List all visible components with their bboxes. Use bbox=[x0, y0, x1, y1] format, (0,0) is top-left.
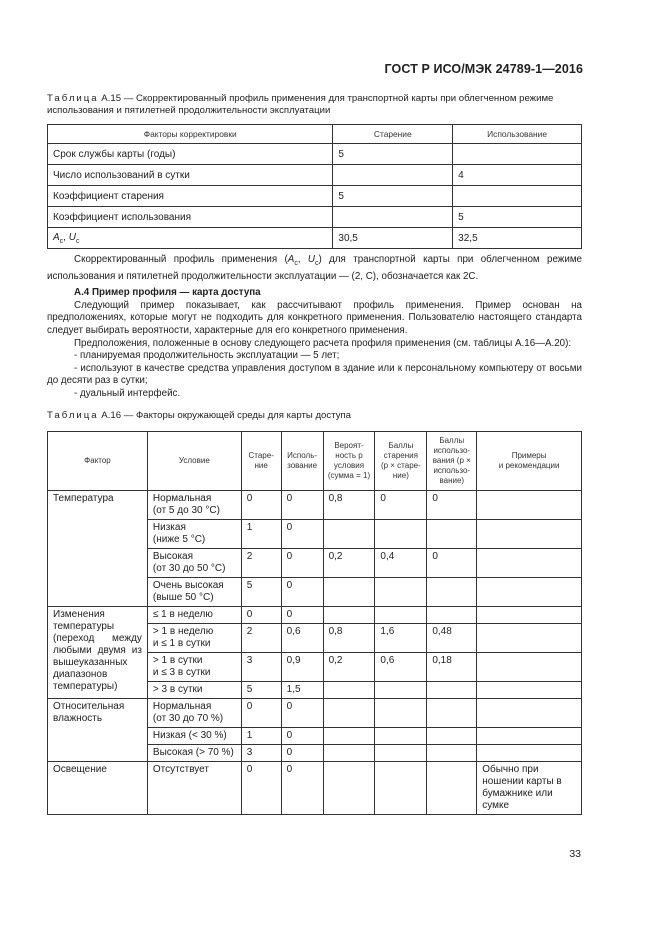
col-header-usage-score: Баллы использо- вания (p × использо- вание) bbox=[427, 432, 477, 491]
value-cell bbox=[427, 745, 477, 762]
factor-cell: Освещение bbox=[48, 762, 148, 815]
value-cell: 0,2 bbox=[323, 653, 375, 682]
value-cell: 0,8 bbox=[323, 624, 375, 653]
section-title: А.4 Пример профиля — карта доступа bbox=[74, 287, 261, 299]
value-cell bbox=[477, 728, 582, 745]
value-cell bbox=[477, 699, 582, 728]
table-row bbox=[48, 607, 582, 624]
condition-cell: Нормальная (от 30 до 70 %) bbox=[147, 699, 241, 728]
table-row: Срок службы карты (годы) 5 bbox=[48, 144, 582, 165]
value-cell bbox=[375, 728, 427, 745]
value-cell bbox=[477, 624, 582, 653]
value-cell bbox=[477, 607, 582, 624]
paragraph-adjusted-profile: Скорректированный профиль применения ($A_c$, $U_c$) для транспортной карты при облегченном режиме использования и пятилетней продолжительности эксплуатации — (2, С), обозначается как 2С. bbox=[47, 254, 582, 282]
value-cell: 0 bbox=[281, 699, 323, 728]
value-cell: 0,2 bbox=[323, 549, 375, 578]
value-cell bbox=[477, 491, 582, 520]
condition-cell: Низкая (ниже 5 °С) bbox=[147, 520, 241, 549]
table-row: Коэффициент использования 5 bbox=[48, 207, 582, 228]
condition-cell: > 3 в сутки bbox=[147, 682, 241, 699]
col-header: Старение bbox=[333, 125, 453, 144]
factor-cell: Относительная влажность bbox=[48, 699, 148, 762]
table-row: $A_c$, $U_c$ 30,5 32,5 bbox=[48, 228, 582, 249]
value-cell bbox=[375, 762, 427, 815]
paragraph-example: Следующий пример показывает, как рассчитывают профиль применения. Пример основан на предположениях, которые могут не подходить для конкретного применения. Пользователю настоящего стандарта следует выбирать вероятности, характерные для его конкретного применения. bbox=[47, 299, 582, 336]
value-cell: 0 bbox=[241, 607, 281, 624]
col-header-usage: Исполь- зование bbox=[281, 432, 323, 491]
page-number: 33 bbox=[569, 848, 581, 860]
value-cell: 1,5 bbox=[281, 682, 323, 699]
table-a15 bbox=[47, 124, 582, 249]
condition-cell: Очень высокая (выше 50 °С) bbox=[147, 578, 241, 607]
condition-cell: Высокая (от 30 до 50 °С) bbox=[147, 549, 241, 578]
bullet-item: - используют в качестве средства управления доступом в здание или к персональному компьютеру от восьми до десяти раз в сутки; bbox=[47, 362, 582, 387]
bullet-item: - дуальный интерфейс. bbox=[74, 387, 181, 399]
col-header: Факторы корректировки bbox=[48, 125, 333, 144]
table-row bbox=[48, 699, 582, 728]
value-cell bbox=[323, 520, 375, 549]
value-cell: 0 bbox=[375, 491, 427, 520]
condition-cell: Отсутствует bbox=[147, 762, 241, 815]
value-cell bbox=[323, 728, 375, 745]
value-cell: 0 bbox=[281, 728, 323, 745]
col-header-factor: Фактор bbox=[48, 432, 148, 491]
value-cell: 0 bbox=[281, 762, 323, 815]
value-cell: 1,6 bbox=[375, 624, 427, 653]
factor-cell: Температура bbox=[48, 491, 148, 607]
value-cell bbox=[427, 699, 477, 728]
value-cell: 0 bbox=[281, 607, 323, 624]
table-row bbox=[48, 491, 582, 520]
value-cell: 0,48 bbox=[427, 624, 477, 653]
col-header-probability: Вероят- ность p условия (сумма = 1) bbox=[323, 432, 375, 491]
value-cell: 5 bbox=[241, 682, 281, 699]
condition-cell: ≤ 1 в неделю bbox=[147, 607, 241, 624]
table-a15-caption: Таблица А.15 — Скорректированный профиль применения для транспортной карты при облегченном режиме использования и пятилетней продолжительности эксплуатации bbox=[47, 93, 554, 116]
factor-cell: Изменения температуры (переход между любыми двумя из вышеуказанных диапазонов температуры) bbox=[48, 607, 148, 699]
value-cell: 0 bbox=[281, 578, 323, 607]
value-cell: 1 bbox=[241, 520, 281, 549]
col-header: Использование bbox=[453, 125, 582, 144]
value-cell: 0,8 bbox=[323, 491, 375, 520]
value-cell bbox=[477, 745, 582, 762]
value-cell bbox=[427, 578, 477, 607]
col-header-aging: Старе- ние bbox=[241, 432, 281, 491]
table-a16 bbox=[47, 431, 582, 815]
value-cell bbox=[477, 653, 582, 682]
value-cell: 2 bbox=[241, 624, 281, 653]
col-header-examples: Примеры и рекомендации bbox=[477, 432, 582, 491]
value-cell bbox=[427, 682, 477, 699]
value-cell: 0,18 bbox=[427, 653, 477, 682]
value-cell bbox=[375, 578, 427, 607]
value-cell bbox=[323, 745, 375, 762]
value-cell: 0 bbox=[427, 549, 477, 578]
value-cell bbox=[427, 520, 477, 549]
value-cell: 0 bbox=[281, 520, 323, 549]
value-cell bbox=[323, 682, 375, 699]
value-cell: 0,6 bbox=[281, 624, 323, 653]
value-cell: 1 bbox=[241, 728, 281, 745]
table-row bbox=[48, 762, 582, 815]
value-cell bbox=[427, 607, 477, 624]
value-cell: 0 bbox=[427, 491, 477, 520]
value-cell bbox=[375, 745, 427, 762]
condition-cell: Низкая (< 30 %) bbox=[147, 728, 241, 745]
value-cell bbox=[323, 762, 375, 815]
value-cell: 2 bbox=[241, 549, 281, 578]
value-cell bbox=[323, 699, 375, 728]
value-cell bbox=[477, 520, 582, 549]
value-cell: 0 bbox=[281, 491, 323, 520]
value-cell: 3 bbox=[241, 745, 281, 762]
value-cell bbox=[477, 578, 582, 607]
condition-cell: Высокая (> 70 %) bbox=[147, 745, 241, 762]
value-cell: 0 bbox=[241, 699, 281, 728]
table-a16-caption: Таблица А.16 — Факторы окружающей среды для карты доступа bbox=[47, 410, 352, 421]
value-cell bbox=[427, 762, 477, 815]
condition-cell: > 1 в сутки и ≤ 3 в сутки bbox=[147, 653, 241, 682]
table-row: Коэффициент старения 5 bbox=[48, 186, 582, 207]
value-cell: 0 bbox=[241, 762, 281, 815]
value-cell: Обычно при ношении карты в бумажнике или сумке bbox=[477, 762, 582, 815]
value-cell bbox=[323, 578, 375, 607]
value-cell: 0 bbox=[281, 745, 323, 762]
value-cell: 5 bbox=[241, 578, 281, 607]
col-header-condition: Условие bbox=[147, 432, 241, 491]
value-cell bbox=[375, 699, 427, 728]
value-cell: 3 bbox=[241, 653, 281, 682]
value-cell bbox=[375, 520, 427, 549]
body-text bbox=[47, 254, 582, 400]
value-cell bbox=[323, 607, 375, 624]
value-cell: 0,4 bbox=[375, 549, 427, 578]
value-cell bbox=[477, 682, 582, 699]
paragraph-assumptions: Предположения, положенные в основу следующего расчета профиля применения (см. таблицы А.16—А.20): bbox=[74, 337, 572, 349]
table-row: Число использований в сутки 4 bbox=[48, 165, 582, 186]
bullet-item: - планируемая продолжительность эксплуатации — 5 лет; bbox=[74, 350, 340, 362]
value-cell bbox=[375, 607, 427, 624]
condition-cell: > 1 в неделю и ≤ 1 в сутки bbox=[147, 624, 241, 653]
value-cell bbox=[375, 682, 427, 699]
value-cell: 0 bbox=[241, 491, 281, 520]
document-header: ГОСТ Р ИСО/МЭК 24789-1—2016 bbox=[384, 62, 583, 76]
condition-cell: Нормальная (от 5 до 30 °С) bbox=[147, 491, 241, 520]
value-cell: 0 bbox=[281, 549, 323, 578]
value-cell: 0,6 bbox=[375, 653, 427, 682]
value-cell bbox=[477, 549, 582, 578]
value-cell: 0,9 bbox=[281, 653, 323, 682]
value-cell bbox=[427, 728, 477, 745]
col-header-aging-score: Баллы старения (p × старе- ние) bbox=[375, 432, 427, 491]
